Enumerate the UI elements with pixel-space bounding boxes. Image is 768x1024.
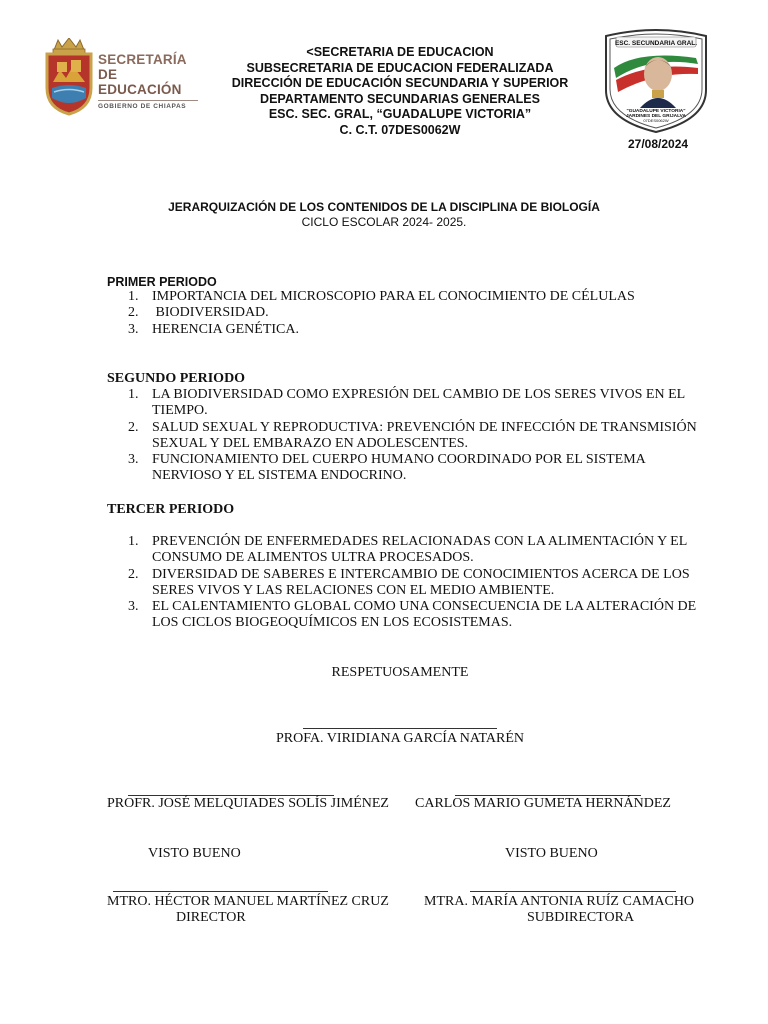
header-line-5: ESC. SEC. GRAL, “GUADALUPE VICTORIA” — [268, 107, 532, 122]
title-sub: CICLO ESCOLAR 2024- 2025. — [301, 214, 467, 229]
seal-bottom-text-1: "GUADALUPE VICTORIA" — [626, 109, 686, 114]
title-main: JERARQUIZACIÓN DE LOS CONTENIDOS DE LA DISCIPLINA DE BIOLOGÍA — [168, 200, 600, 214]
logo-title-line1: SECRETARÍA — [98, 52, 187, 67]
header-line-1: <SECRETARIA DE EDUCACION — [306, 45, 494, 59]
list-number: 2. — [128, 566, 139, 582]
period-list-2 — [107, 387, 697, 485]
signature-line — [113, 891, 328, 892]
list-item — [107, 534, 697, 567]
list-item — [107, 322, 707, 338]
header-line-3: DIRECCIÓN DE EDUCACIÓN SECUNDARIA Y SUPERIOR — [231, 76, 569, 91]
period-heading-1: PRIMER PERIODO — [107, 275, 217, 289]
closing-text: RESPETUOSAMENTE — [331, 665, 469, 680]
document-date: 27/08/2024 — [628, 137, 689, 151]
list-item — [107, 289, 707, 305]
list-number: 1. — [128, 534, 139, 549]
signature-line — [303, 728, 497, 729]
visto-bueno-right: VISTO BUENO — [505, 846, 598, 861]
list-number: 1. — [128, 289, 139, 304]
list-item — [107, 452, 697, 485]
chiapas-crest-icon — [44, 38, 94, 116]
header-line-4: DEPARTAMENTO SECUNDARIAS GENERALES — [260, 91, 540, 106]
list-text: PREVENCIÓN DE ENFERMEDADES RELACIONADAS CON LA ALIMENTACIÓN Y EL CONSUMO DE ALIMENTOS ULTRA PROCESADOS. — [152, 534, 687, 566]
list-text: IMPORTANCIA DEL MICROSCOPIO PARA EL CONOCIMIENTO DE CÉLULAS — [152, 289, 635, 304]
signature-subdirector-name: MTRA. MARÍA ANTONIA RUÍZ CAMACHO — [424, 894, 695, 909]
school-seal-icon — [600, 28, 712, 134]
list-text: SALUD SEXUAL Y REPRODUCTIVA: PREVENCIÓN DE INFECCIÓN DE TRANSMISIÓN SEXUAL Y DEL EMBARAZO EN ADOLESCENTES. — [152, 419, 697, 451]
school-seal — [600, 28, 712, 134]
signature-director-name: MTRO. HÉCTOR MANUEL MARTÍNEZ CRUZ — [107, 894, 389, 909]
document-title — [0, 200, 768, 229]
period-heading-3: TERCER PERIODO — [107, 502, 235, 517]
list-item — [107, 305, 707, 321]
period-list-3 — [107, 534, 697, 632]
list-number: 1. — [128, 387, 139, 402]
list-text: DIVERSIDAD DE SABERES E INTERCAMBIO DE CONOCIMIENTOS ACERCA DE LOS SERES VIVOS Y LAS RELACIONES CON EL MEDIO AMBIENTE. — [152, 566, 690, 598]
logo-subtitle: GOBIERNO DE CHIAPAS — [98, 103, 187, 110]
visto-bueno-left: VISTO BUENO — [148, 846, 241, 861]
list-number: 3. — [128, 321, 139, 337]
signature-subdirector-role: SUBDIRECTORA — [527, 910, 635, 925]
list-text: LA BIODIVERSIDAD COMO EXPRESIÓN DEL CAMBIO DE LOS SERES VIVOS EN EL TIEMPO. — [152, 387, 685, 419]
list-number: 3. — [128, 452, 139, 468]
secretaria-educacion-logo — [44, 38, 204, 116]
list-item — [107, 387, 697, 420]
list-item — [107, 567, 697, 600]
list-text: BIODIVERSIDAD. — [152, 305, 269, 321]
list-number: 2. — [128, 305, 139, 321]
header-line-2: SUBSECRETARIA DE EDUCACION FEDERALIZADA — [246, 60, 554, 75]
list-text: HERENCIA GENÉTICA. — [152, 321, 299, 337]
period-list-1 — [107, 289, 707, 338]
signature-left-1: PROFR. JOSÉ MELQUIADES SOLÍS JIMÉNEZ — [107, 796, 389, 811]
seal-bottom-text-2: JARDINES DEL GRIJALVA — [626, 114, 686, 119]
list-number: 2. — [128, 419, 139, 435]
list-text: EL CALENTAMIENTO GLOBAL COMO UNA CONSECUENCIA DE LA ALTERACIÓN DE LOS CICLOS BIOGEOQUÍMICOS EN LOS ECOSISTEMAS. — [152, 599, 697, 631]
logo-title-line2: DE EDUCACIÓN — [98, 67, 182, 97]
seal-bottom-text-3: 07DES0062W — [643, 118, 669, 123]
signature-line — [470, 891, 676, 892]
seal-top-text: ESC. SECUNDARIA GRAL. — [614, 40, 698, 47]
list-text: FUNCIONAMIENTO DEL CUERPO HUMANO COORDINADO POR EL SISTEMA NERVIOSO Y EL SISTEMA ENDOCRINO. — [152, 452, 646, 484]
list-number: 3. — [128, 599, 139, 615]
list-item — [107, 420, 697, 453]
logo-divider — [98, 100, 198, 101]
signature-right-1: CARLOS MARIO GUMETA HERNÁNDEZ — [415, 796, 671, 811]
header-line-6: C. C.T. 07DES0062W — [339, 122, 461, 137]
list-item — [107, 599, 697, 632]
document-header — [200, 45, 600, 139]
period-heading-2: SEGUNDO PERIODO — [107, 371, 246, 386]
signature-director-role: DIRECTOR — [176, 910, 246, 925]
signature-teacher: PROFA. VIRIDIANA GARCÍA NATARÉN — [275, 731, 525, 746]
